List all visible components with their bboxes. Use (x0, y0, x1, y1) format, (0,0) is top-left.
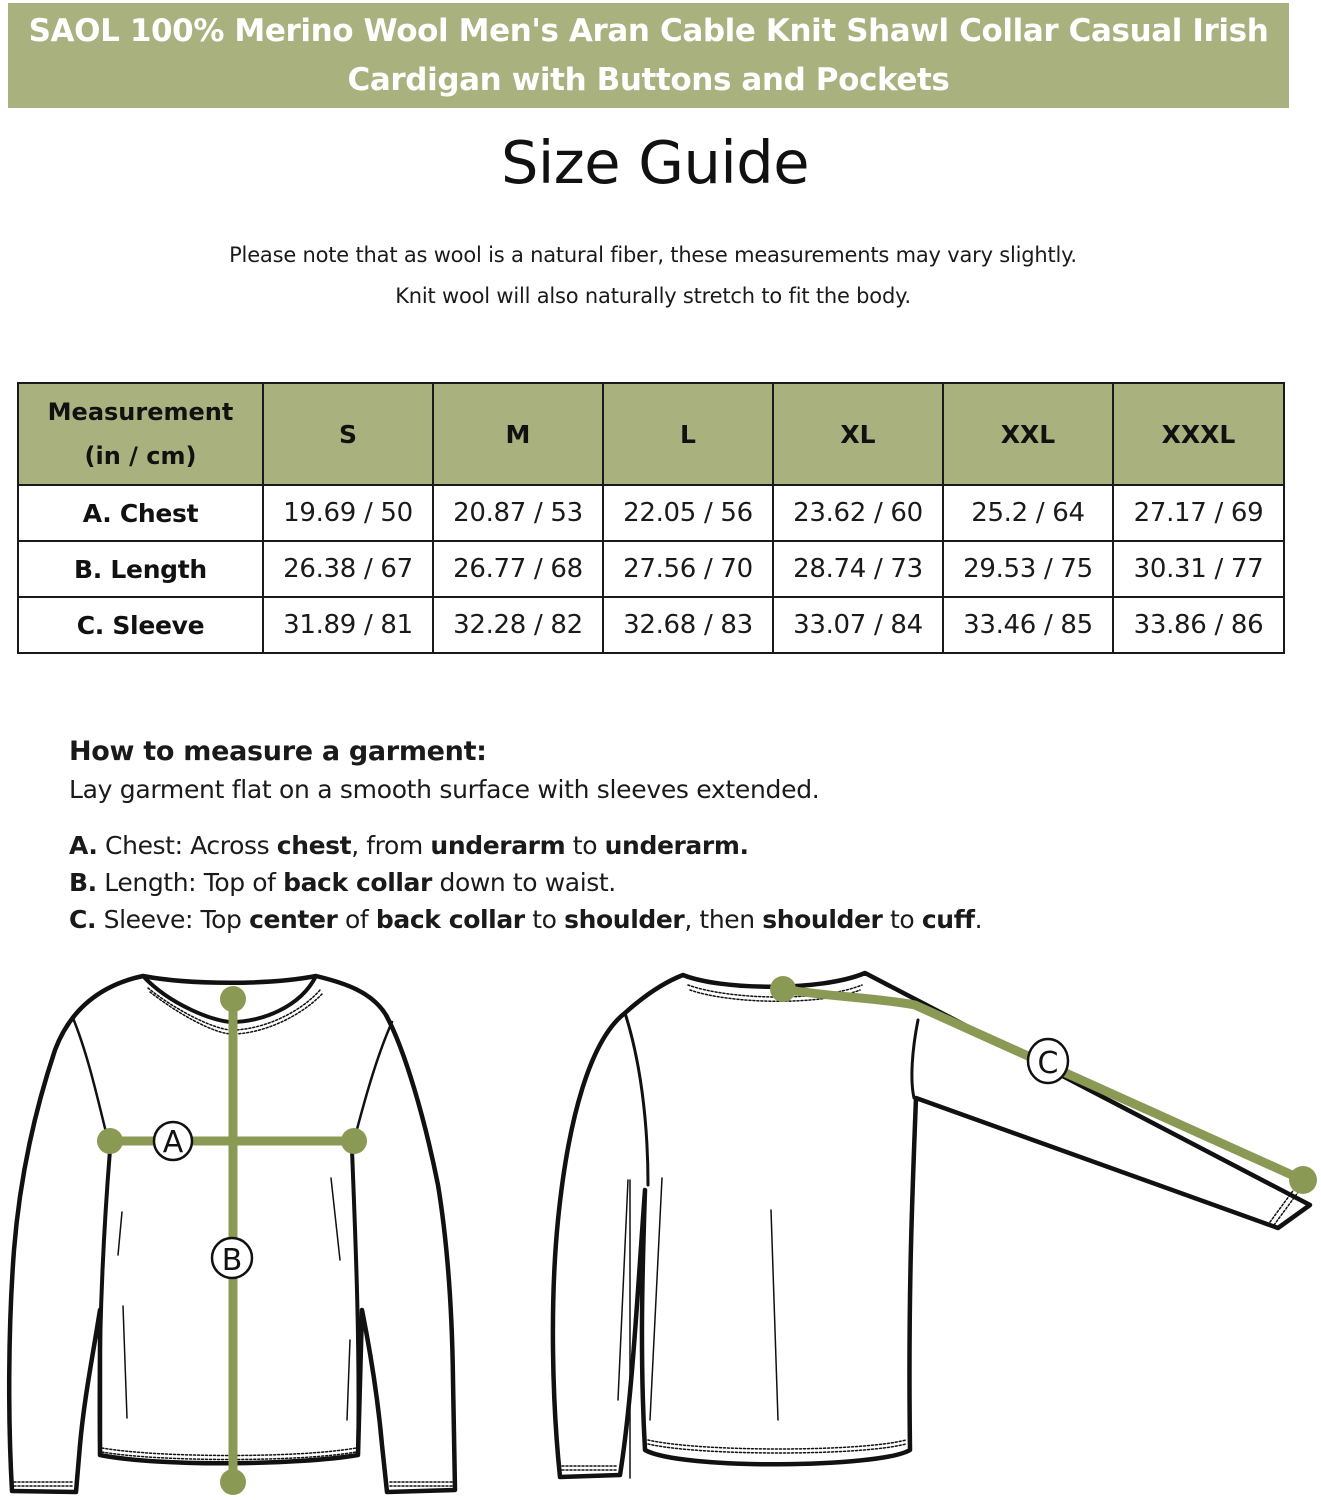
emphasis-text: shoulder (564, 905, 685, 934)
table-row-sleeve (18, 597, 1284, 653)
page-title: Size Guide (500, 128, 810, 197)
table-cell: 27.56 / 70 (603, 541, 773, 597)
how-to-measure-section (69, 732, 1169, 938)
table-cell: 26.77 / 68 (433, 541, 603, 597)
instruction-text: of (337, 905, 376, 934)
row-label: C. Sleeve (18, 597, 263, 653)
table-cell: 26.38 / 67 (263, 541, 433, 597)
table-cell: 27.17 / 69 (1113, 485, 1284, 541)
instruction-prefix: A. (69, 831, 98, 860)
wool-stretch-note: Knit wool will also naturally stretch to fit the body. (395, 284, 911, 308)
table-cell: 33.86 / 86 (1113, 597, 1284, 653)
row-label: B. Length (18, 541, 263, 597)
instruction-length (69, 864, 1169, 901)
table-row-chest (18, 485, 1284, 541)
emphasis-text: underarm. (604, 831, 749, 860)
size-header-s: S (263, 383, 433, 485)
table-cell: 30.31 / 77 (1113, 541, 1284, 597)
emphasis-text: shoulder (762, 905, 883, 934)
table-cell: 25.2 / 64 (943, 485, 1113, 541)
svg-text:B: B (221, 1243, 243, 1278)
emphasis-text: back collar (375, 905, 525, 934)
size-chart-table (17, 382, 1285, 654)
how-to-measure-intro: Lay garment flat on a smooth surface with sleeves extended. (69, 775, 820, 804)
length-label-icon (212, 1238, 252, 1278)
instruction-text: Chest: Across (97, 831, 277, 860)
size-header-m: M (433, 383, 603, 485)
size-header-xxl: XXL (943, 383, 1113, 485)
chest-label-icon (154, 1122, 192, 1160)
instruction-prefix: C. (69, 905, 97, 934)
sleeve-label-icon (1028, 1039, 1068, 1083)
instruction-text: down to waist. (431, 868, 616, 897)
measurement-header-line2: (in / cm) (84, 442, 197, 470)
instruction-text: Sleeve: Top (96, 905, 250, 934)
back-garment-illustration (553, 973, 1310, 1478)
product-title: SAOL 100% Merino Wool Men's Aran Cable Knit Shawl Collar Casual Irish Cardigan with Buttons and Pockets (28, 12, 1269, 98)
garment-measurement-diagram (0, 960, 1321, 1500)
row-label: A. Chest (18, 485, 263, 541)
emphasis-text: center (249, 905, 338, 934)
instruction-sleeve (69, 901, 1169, 938)
size-header-l: L (603, 383, 773, 485)
wool-variance-note: Please note that as wool is a natural fiber, these measurements may vary slightly. (229, 243, 1077, 267)
table-cell: 29.53 / 75 (943, 541, 1113, 597)
table-cell: 23.62 / 60 (773, 485, 943, 541)
emphasis-text: back collar (283, 868, 432, 897)
table-cell: 33.07 / 84 (773, 597, 943, 653)
svg-text:C: C (1037, 1046, 1059, 1081)
table-header-row (18, 383, 1284, 485)
table-cell: 32.68 / 83 (603, 597, 773, 653)
emphasis-text: cuff (921, 905, 975, 934)
instruction-text: Length: Top of (96, 868, 284, 897)
measurement-column-header (18, 383, 263, 485)
table-cell: 22.05 / 56 (603, 485, 773, 541)
instruction-text: to (882, 905, 922, 934)
size-header-xl: XL (773, 383, 943, 485)
emphasis-text: underarm (430, 831, 566, 860)
instruction-text: to (524, 905, 565, 934)
size-header-xxxl: XXXL (1113, 383, 1284, 485)
instruction-text: , then (684, 905, 763, 934)
table-cell: 32.28 / 82 (433, 597, 603, 653)
measurement-instructions (69, 827, 1169, 938)
instruction-chest (69, 827, 1169, 864)
emphasis-text: chest (276, 831, 352, 860)
table-cell: 33.46 / 85 (943, 597, 1113, 653)
table-cell: 19.69 / 50 (263, 485, 433, 541)
table-cell: 31.89 / 81 (263, 597, 433, 653)
table-row-length (18, 541, 1284, 597)
instruction-text: , from (351, 831, 431, 860)
table-cell: 20.87 / 53 (433, 485, 603, 541)
instruction-prefix: B. (69, 868, 97, 897)
how-to-measure-heading: How to measure a garment: (69, 736, 487, 767)
svg-text:A: A (162, 1125, 184, 1160)
product-title-banner (8, 3, 1289, 108)
instruction-text: . (974, 905, 983, 934)
measurement-header-line1: Measurement (47, 398, 234, 426)
instruction-text: to (565, 831, 605, 860)
table-cell: 28.74 / 73 (773, 541, 943, 597)
